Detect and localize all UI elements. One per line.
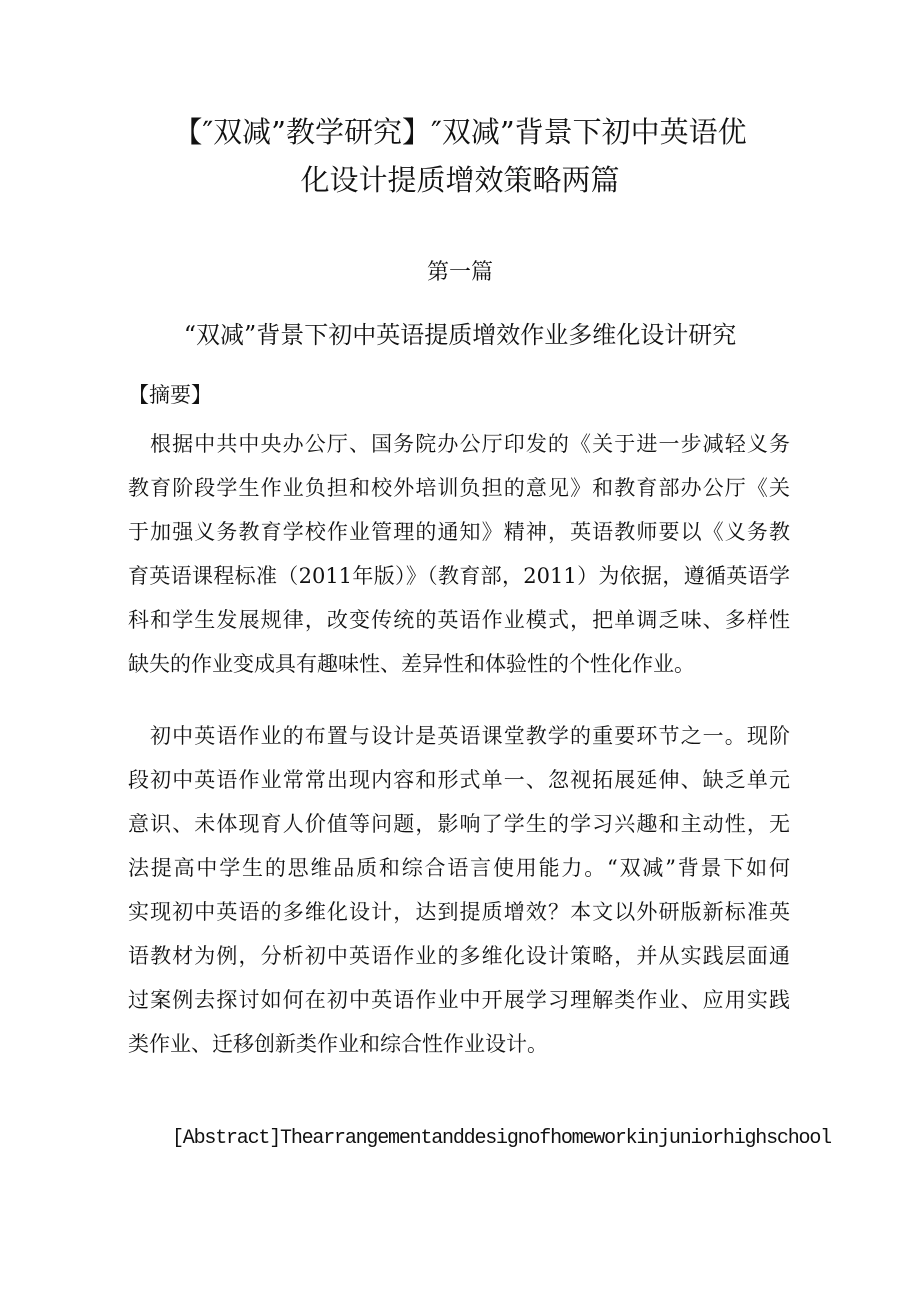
paragraph-line: 教育阶段学生作业负担和校外培训负担的意见》和教育部办公厅《关 [128, 476, 790, 500]
paragraph-line: 法提高中学生的思维品质和综合语言使用能力。“双减”背景下如何 [128, 856, 790, 880]
english-abstract-line: [Abstract]Thearrangementanddesignofhomeworkinjuniorhighschool [172, 1127, 831, 1150]
part-label: 第一篇 [426, 260, 493, 285]
summary-heading: 【摘要】 [128, 383, 212, 407]
paragraph-line: 实现初中英语的多维化设计，达到提质增效？本文以外研版新标准英 [128, 900, 790, 924]
paragraph-line: 初中英语作业的布置与设计是英语课堂教学的重要环节之一。现阶 [150, 724, 790, 748]
paragraph-line: 类作业、迁移创新类作业和综合性作业设计。 [128, 1032, 548, 1056]
paragraph-line: 根据中共中央办公厅、国务院办公厅印发的《关于进一步减轻义务 [150, 432, 790, 456]
paragraph-line: 科和学生发展规律，改变传统的英语作业模式，把单调乏味、多样性 [128, 608, 790, 632]
paragraph-line: 段初中英语作业常常出现内容和形式单一、忽视拓展延伸、缺乏单元 [128, 768, 790, 792]
paragraph-line: 语教材为例，分析初中英语作业的多维化设计策略，并从实践层面通 [128, 944, 790, 968]
paragraph-line: 缺失的作业变成具有趣味性、差异性和体验性的个性化作业。 [128, 652, 695, 676]
document-title-line-1: 【″双减”教学研究】″双减”背景下初中英语优 [173, 115, 747, 149]
article-subtitle: “双减”背景下初中英语提质增效作业多维化设计研究 [183, 321, 737, 349]
paragraph-line: 过案例去探讨如何在初中英语作业中开展学习理解类作业、应用实践 [128, 988, 790, 1012]
paragraph-line: 于加强义务教育学校作业管理的通知》精神，英语教师要以《义务教 [128, 520, 790, 544]
document-title-line-2: 化设计提质增效策略两篇 [300, 163, 620, 197]
paragraph-line: 意识、未体现育人价值等问题，影响了学生的学习兴趣和主动性，无 [128, 812, 790, 836]
paragraph-line: 育英语课程标准（2011年版）》（教育部，2011）为依据，遵循英语学 [128, 564, 790, 588]
